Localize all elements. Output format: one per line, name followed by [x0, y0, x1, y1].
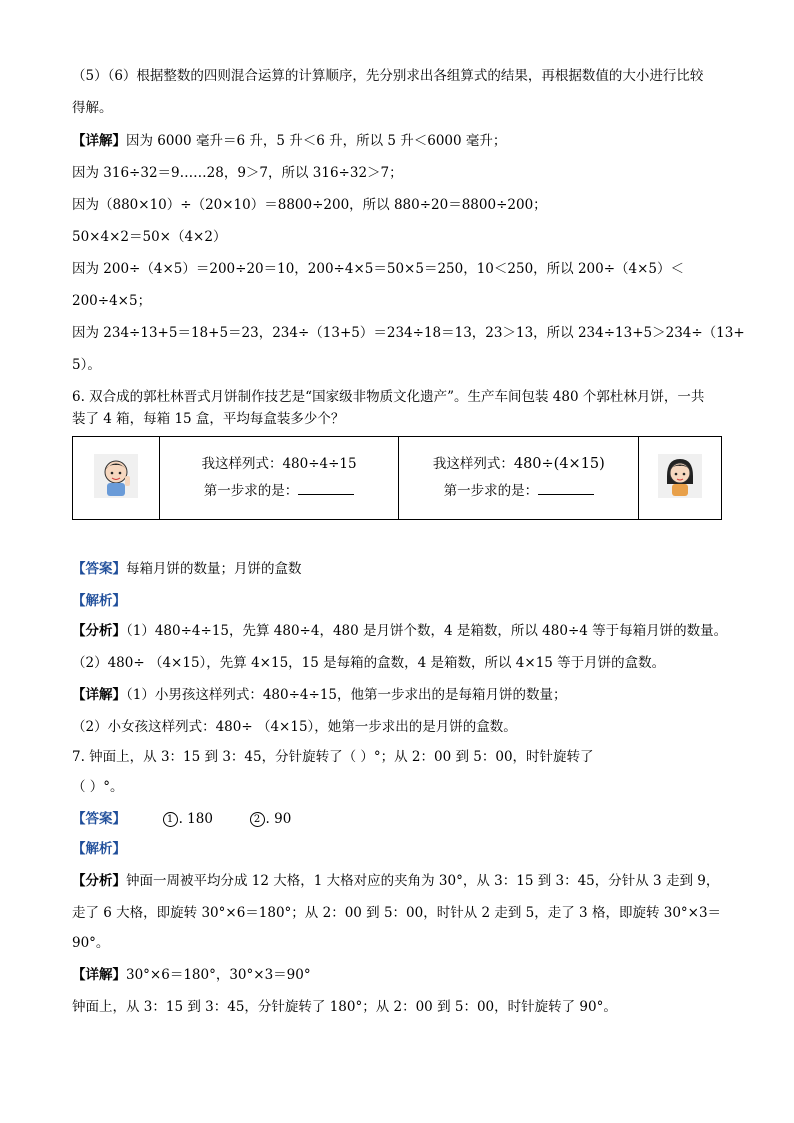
xiangjie-tag: 【详解】 — [72, 967, 126, 983]
detail-text: 因为 6000 毫升＝6 升，5 升＜6 升，所以 5 升＜6000 毫升； — [126, 133, 507, 149]
q6-answer — [72, 560, 302, 578]
detail-tag: 【详解】 — [72, 133, 126, 149]
line-detail-3: 因为（880×10）÷（20×10）＝8800÷200，所以 880÷20＝8800÷200； — [72, 197, 547, 213]
girl-avatar-icon — [658, 454, 702, 498]
q7-question-line2: （ ）°。 — [72, 779, 124, 795]
q7-answer-1: . 180 — [178, 811, 213, 827]
q6-xiangjie-2: （2）小女孩这样列式：480÷ （4×15），她第一步求出的是月饼的盒数。 — [72, 719, 517, 735]
line-detail-1 — [72, 132, 506, 150]
q7-fenxi-2: 走了 6 大格，即旋转 30°×6＝180°；从 2：00 到 5：00，时针从 2 走到 5，走了 3 格，即旋转 30°×3＝ — [72, 905, 722, 921]
line-5-6-analysis-end: 得解。 — [72, 100, 113, 116]
q7-answer — [72, 810, 291, 828]
q7-fenxi-1 — [72, 872, 719, 890]
answer-tag: 【答案】 — [72, 811, 126, 827]
q6-question-line1: 6. 双合成的郭杜林晋式月饼制作技艺是“国家级非物质文化遗产”。生产车间包装 480 个郭杜林月饼，一共 — [72, 389, 705, 405]
q6-table — [72, 436, 722, 520]
q7-fenxi-text-1: 钟面一周被平均分成 12 大格，1 大格对应的夹角为 30°，从 3：15 到 3：45，分针从 3 走到 9， — [126, 873, 720, 889]
line-detail-2: 因为 316÷32＝9……28，9＞7，所以 316÷32＞7； — [72, 165, 403, 181]
q6-fenxi-text-1: （1）480÷4÷15，先算 480÷4，480 是月饼个数，4 是箱数，所以 480÷4 等于每箱月饼的数量。 — [126, 623, 728, 639]
boy-avatar-cell — [73, 437, 160, 520]
answer-tag: 【答案】 — [72, 561, 126, 577]
q6-jiexi: 【解析】 — [72, 593, 126, 609]
line-5-6-analysis: （5）（6）根据整数的四则混合运算的计算顺序，先分别求出各组算式的结果，再根据数值的大小进行比较 — [72, 68, 704, 84]
line-detail-4: 50×4×2＝50×（4×2） — [72, 229, 227, 245]
fenxi-tag: 【分析】 — [72, 623, 126, 639]
q6-xiangjie-1 — [72, 686, 567, 704]
q7-xiangjie-1 — [72, 966, 311, 984]
boy-formula: 我这样列式：480÷4÷15 — [201, 456, 357, 472]
q7-answer-2: . 90 — [265, 811, 292, 827]
xiangjie-tag: 【详解】 — [72, 687, 126, 703]
q7-jiexi: 【解析】 — [72, 841, 126, 857]
boy-step: 第一步求的是： — [160, 478, 399, 505]
answer-2-marker: 2 — [250, 812, 265, 827]
q7-xiangjie-text-1: 30°×6＝180°，30°×3＝90° — [126, 967, 311, 983]
q6-xiangjie-text-1: （1）小男孩这样列式：480÷4÷15，他第一步求出的是每箱月饼的数量； — [126, 687, 567, 703]
girl-step-blank[interactable] — [538, 480, 594, 495]
q6-answer-text: 每箱月饼的数量；月饼的盒数 — [126, 561, 302, 577]
q6-fenxi-1 — [72, 622, 727, 640]
fenxi-tag: 【分析】 — [72, 873, 126, 889]
q6-fenxi-2: （2）480÷ （4×15），先算 4×15，15 是每箱的盒数，4 是箱数，所以 4×15 等于月饼的盒数。 — [72, 655, 666, 671]
q7-xiangjie-2: 钟面上，从 3：15 到 3：45，分针旋转了 180°；从 2：00 到 5：00，时针旋转了 90°。 — [72, 999, 617, 1015]
answer-1-marker: 1 — [163, 812, 178, 827]
girl-formula: 我这样列式：480÷(4×15) — [432, 456, 605, 472]
q7-question-line1: 7. 钟面上，从 3：15 到 3：45，分针旋转了（ ）°；从 2：00 到 5：00，时针旋转了 — [72, 749, 594, 765]
boy-formula-cell — [159, 437, 399, 520]
boy-step-blank[interactable] — [298, 480, 354, 495]
line-detail-5: 因为 200÷（4×5）＝200÷20＝10，200÷4×5＝50×5＝250，10＜250，所以 200÷（4×5）＜ — [72, 261, 685, 277]
line-detail-6: 200÷4×5； — [72, 293, 152, 309]
boy-avatar-icon — [94, 454, 138, 498]
line-detail-7: 因为 234÷13+5＝18+5＝23，234÷（13+5）＝234÷18＝13，23＞13，所以 234÷13+5＞234÷（13+ — [72, 325, 745, 341]
line-detail-8: 5）。 — [72, 357, 101, 373]
girl-formula-cell — [399, 437, 639, 520]
girl-avatar-cell — [639, 437, 722, 520]
q6-question-line2: 装了 4 箱，每箱 15 盒，平均每盒装多少个？ — [72, 411, 345, 427]
girl-step: 第一步求的是： — [399, 478, 638, 505]
girl-formula-math: 480÷(4×15) — [513, 456, 605, 472]
q7-fenxi-3: 90°。 — [72, 935, 110, 951]
